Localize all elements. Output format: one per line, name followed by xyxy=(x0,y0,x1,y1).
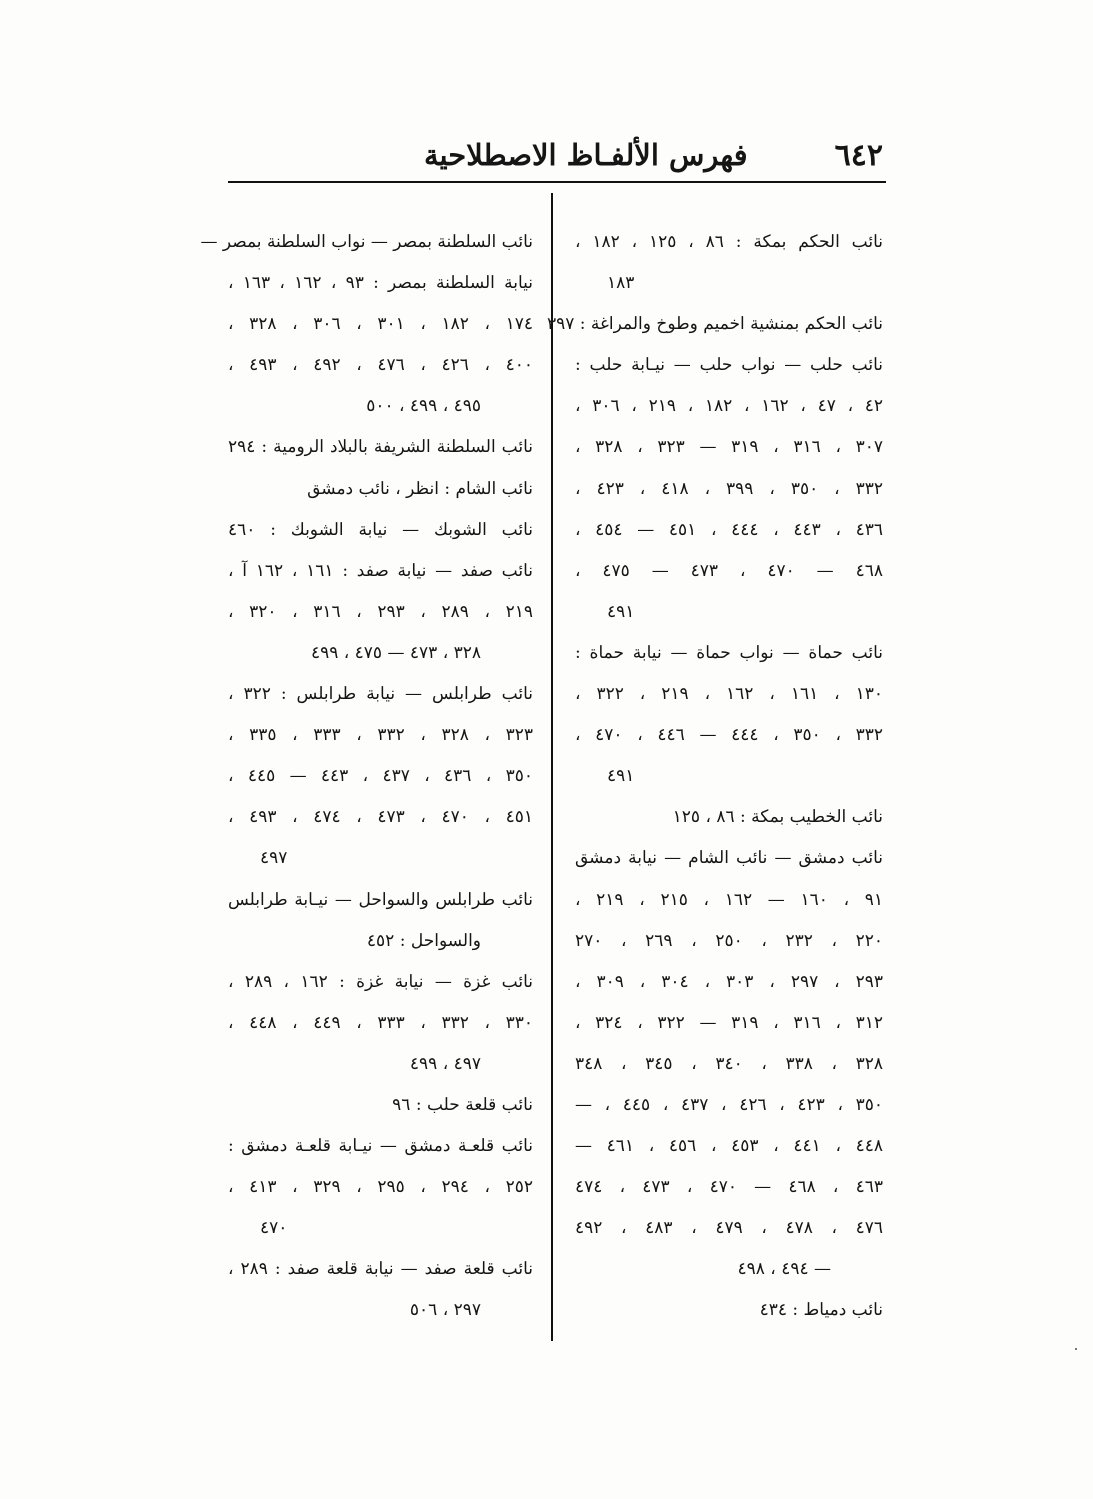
index-line: ٤٩١ xyxy=(607,766,635,787)
scan-speck xyxy=(1075,1348,1077,1350)
index-line: ٤٦٨ — ٤٧٠ ، ٤٧٣ — ٤٧٥ ، xyxy=(575,560,883,581)
index-line: ٣٠٧ ، ٣١٦ ، ٣١٩ — ٣٢٣ ، ٣٢٨ ، xyxy=(575,437,884,458)
index-line: ٤٠٠ ، ٤٢٦ ، ٤٧٦ ، ٤٩٢ ، ٤٩٣ ، xyxy=(228,355,534,376)
index-line: ٩١ ، ١٦٠ — ١٦٢ ، ٢١٥ ، ٢١٩ ، xyxy=(575,889,884,910)
index-column-left xyxy=(200,222,534,1332)
index-line: ٣٣٢ ، ٣٥٠ ، ٣٩٩ ، ٤١٨ ، ٤٢٣ ، xyxy=(575,478,884,499)
index-line: ٣٢٨ ، ٤٧٣ — ٤٧٥ ، ٤٩٩ xyxy=(310,642,481,663)
index-line: نائب الحكم بمنشية اخميم وطوخ والمراغة : ٣٩٧ xyxy=(546,314,883,335)
index-line: ٤٩١ xyxy=(607,601,635,622)
index-line: ٤٥١ ، ٤٧٠ ، ٤٧٣ ، ٤٧٤ ، ٤٩٣ ، xyxy=(228,807,534,828)
index-line: نائب الخطيب بمكة : ٨٦ ، ١٢٥ xyxy=(672,807,883,828)
index-line: ٤٣٦ ، ٤٤٣ ، ٤٤٤ ، ٤٥١ — ٤٥٤ ، xyxy=(575,519,884,540)
index-line: نائب قلعة حلب : ٩٦ xyxy=(392,1094,533,1115)
index-line: نائب طرابلس — نيابة طرابلس : ٣٢٢ ، xyxy=(228,684,533,705)
page-number: ٦٤٢ xyxy=(834,138,883,173)
index-line: نائب الشام : انظر ، نائب دمشق xyxy=(307,478,533,499)
index-line: نيابة السلطنة بمصر : ٩٣ ، ١٦٢ ، ١٦٣ ، xyxy=(228,273,534,294)
index-line: ٣١٢ ، ٣١٦ ، ٣١٩ — ٣٢٢ ، ٣٢٤ ، xyxy=(575,1012,884,1033)
index-line: نائب حماة — نواب حماة — نيابة حماة : xyxy=(575,642,883,663)
index-line: نائب السلطنة الشريفة بالبلاد الرومية : ٢٩٤ xyxy=(228,437,533,458)
index-line: نائب قلعة صفد — نيابة قلعة صفد : ٢٨٩ ، xyxy=(228,1259,533,1280)
index-line: ٣٥٠ ، ٤٢٣ ، ٤٢٦ ، ٤٣٧ ، ٤٤٥ ، — xyxy=(575,1094,884,1115)
index-line: ٢٩٧ ، ٥٠٦ xyxy=(409,1300,481,1321)
index-line: ٢٢٠ ، ٢٣٢ ، ٢٥٠ ، ٢٦٩ ، ٢٧٠ xyxy=(575,930,884,951)
index-line: ٣٥٠ ، ٤٣٦ ، ٤٣٧ ، ٤٤٣ — ٤٤٥ ، xyxy=(228,766,533,787)
index-line: ٣٢٣ ، ٣٢٨ ، ٣٣٢ ، ٣٣٣ ، ٣٣٥ ، xyxy=(228,725,534,746)
index-line: نائب صفد — نيابة صفد : ١٦١ ، ١٦٢ آ ، xyxy=(228,560,533,581)
index-line: ٢٩٣ ، ٢٩٧ ، ٣٠٣ ، ٣٠٤ ، ٣٠٩ ، xyxy=(575,971,884,992)
index-line: ٤٩٧ ، ٤٩٩ xyxy=(409,1053,481,1074)
index-line: والسواحل : ٤٥٢ xyxy=(366,930,481,951)
index-line: نائب الحكم بمكة : ٨٦ ، ١٢٥ ، ١٨٢ ، xyxy=(575,232,884,252)
index-line: ٣٣٠ ، ٣٣٢ ، ٣٣٣ ، ٤٤٩ ، ٤٤٨ ، xyxy=(228,1012,534,1033)
index-line: نائب طرابلس والسواحل — نيـابة طرابلس xyxy=(228,889,533,910)
page-header xyxy=(228,138,883,180)
index-line: نائب حلب — نواب حلب — نيـابة حلب : xyxy=(575,355,883,376)
index-line: ٤٩٧ xyxy=(260,848,288,869)
index-line: نائب غزة — نيابة غزة : ١٦٢ ، ٢٨٩ ، xyxy=(228,971,534,992)
index-line: ٤٦٣ ، ٤٦٨ — ٤٧٠ ، ٤٧٣ ، ٤٧٤ xyxy=(575,1177,884,1198)
index-line: ٤٤٨ ، ٤٤١ ، ٤٥٣ ، ٤٥٦ ، ٤٦١ — xyxy=(575,1136,884,1157)
index-line: ١٨٣ xyxy=(607,273,635,294)
index-line: ٤٧٦ ، ٤٧٨ ، ٤٧٩ ، ٤٨٣ ، ٤٩٢ xyxy=(575,1218,884,1239)
index-line: نائب قلعـة دمشق — نيـابة قلعـة دمشق : xyxy=(228,1136,533,1157)
index-line: ١٣٠ ، ١٦١ ، ١٦٢ ، ٢١٩ ، ٣٢٢ ، xyxy=(575,684,884,705)
index-line: ٤٧٠ xyxy=(260,1218,288,1239)
index-column-right xyxy=(546,222,884,1332)
index-line: نائب السلطنة بمصر — نواب السلطنة بمصر — xyxy=(200,232,533,252)
column-divider xyxy=(551,193,553,1341)
index-line: ٤٩٥ ، ٤٩٩ ، ٥٠٠ xyxy=(366,396,481,417)
index-line: ٢٥٢ ، ٢٩٤ ، ٢٩٥ ، ٣٢٩ ، ٤١٣ ، xyxy=(228,1177,534,1198)
index-line: ١٧٤ ، ١٨٢ ، ٣٠١ ، ٣٠٦ ، ٣٢٨ ، xyxy=(228,314,534,335)
page-title: فهرس الألفـاظ الاصطلاحية xyxy=(424,138,748,172)
index-line: ٤٢ ، ٤٧ ، ١٦٢ ، ١٨٢ ، ٢١٩ ، ٣٠٦ ، xyxy=(575,396,884,417)
index-line: نائب الشوبك — نيابة الشوبك : ٤٦٠ xyxy=(228,519,533,540)
index-line: ٣٢٨ ، ٣٣٨ ، ٣٤٠ ، ٣٤٥ ، ٣٤٨ xyxy=(575,1053,884,1074)
index-line: — ٤٩٤ ، ٤٩٨ xyxy=(737,1259,831,1280)
index-line: نائب دمياط : ٤٣٤ xyxy=(759,1300,883,1321)
index-line: ٣٣٢ ، ٣٥٠ ، ٤٤٤ — ٤٤٦ ، ٤٧٠ ، xyxy=(575,725,884,746)
index-line: نائب دمشق — نائب الشام — نيابة دمشق xyxy=(575,848,883,869)
index-line: ٢١٩ ، ٢٨٩ ، ٢٩٣ ، ٣١٦ ، ٣٢٠ ، xyxy=(228,601,534,622)
header-rule xyxy=(228,181,886,183)
